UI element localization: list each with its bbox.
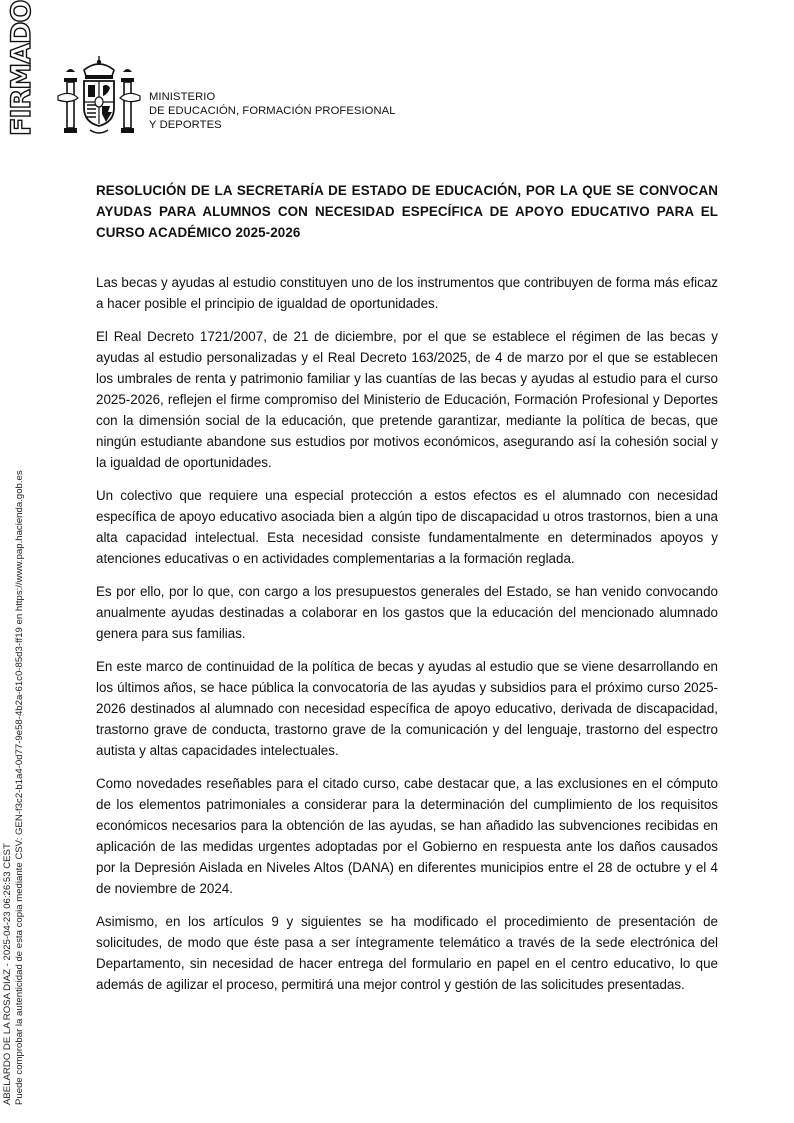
body-paragraph: Asimismo, en los artículos 9 y siguientes se ha modificado el procedimiento de presentación de solicitudes, de modo que éste pasa a ser íntegramente telemático a través de la sede electrónica del Departamento, sin necesidad de hacer entrega del formulario en papel en el centro educativo, lo que además de agilizar el proceso, permitirá una mejor control y gestión de las solicitudes presentadas. xyxy=(96,914,718,992)
ministry-line: MINISTERIO xyxy=(149,91,216,103)
firmado-stamp: FIRMADO xyxy=(6,0,37,136)
body-paragraph: Es por ello, por lo que, con cargo a los presupuestos generales del Estado, se han venido convocando anualmente ayudas destinadas a colaborar en los gastos que la educación del mencionado alumnado genera para sus familias. xyxy=(96,584,718,641)
body-paragraph: Como novedades reseñables para el citado curso, cabe destacar que, a las exclusiones en el cómputo de los elementos patrimoniales a considerar para la determinación del cumplimiento de los requisitos económicos necesarios para la obtención de las ayudas, se han añadido las subvenciones recibidas en aplicación de las medidas urgentes adoptadas por el Gobierno en respuesta ante los daños causados por la Depresión Aislada en Niveles Altos (DANA) en diferentes municipios entre el 28 de octubre y el 4 de noviembre de 2024. xyxy=(96,776,718,896)
document-title: RESOLUCIÓN DE LA SECRETARÍA DE ESTADO DE EDUCACIÓN, POR LA QUE SE CONVOCAN AYUDAS PARA ALUMNOS CON NECESIDAD ESPECÍFICA DE APOYO EDUCATIVO PARA EL CURSO ACADÉMICO 2025-2026 xyxy=(96,183,718,240)
ministry-name xyxy=(149,90,396,132)
body-paragraph: Un colectivo que requiere una especial protección a estos efectos es el alumnado con necesidad específica de apoyo educativo asociada bien a algún tipo de discapacidad u otros trastornos, bien a una alta capacidad intelectual. Esta necesidad consiste fundamentalmente en determinados apoyos y atenciones educativas o en actividades complementarias a la formación reglada. xyxy=(96,488,718,566)
body-paragraph: Las becas y ayudas al estudio constituyen uno de los instrumentos que contribuyen de forma más eficaz a hacer posible el principio de igualdad de oportunidades. xyxy=(96,275,718,311)
body-paragraph: En este marco de continuidad de la política de becas y ayudas al estudio que se viene desarrollando en los últimos años, se hace pública la convocatoria de las ayudas y subsidios para el próximo curso 2025-2026 destinados al alumnado con necesidad específica de apoyo educativo, derivada de discapacidad, trastorno grave de conducta, trastorno grave de la comunicación y del lenguaje, trastorno del espectro autista y altas capacidades intelectuales. xyxy=(96,659,718,758)
csv-verification-line: Puede comprobar la autenticidad de esta copia mediante CSV: GEN-f3c2-b1a4-0d77-9e58-4b2a-61c0-85d3-ff19 en https://www.pap.hacienda.gob.es xyxy=(14,470,25,1105)
document-body xyxy=(96,272,718,1007)
ministry-line: Y DEPORTES xyxy=(149,119,222,131)
body-paragraph: El Real Decreto 1721/2007, de 21 de diciembre, por el que se establece el régimen de las becas y ayudas al estudio personalizadas y el Real Decreto 163/2025, de 4 de marzo por el que se establecen los umbrales de renta y patrimonio familiar y las cuantías de las becas y ayudas al estudio para el curso 2025-2026, reflejen el firme compromiso del Ministerio de Educación, Formación Profesional y Deportes con la dimensión social de la educación, que pretende garantizar, mediante la política de becas, que ningún estudiante abandone sus estudios por motivos económicos, asegurando así la cohesión social y la igualdad de oportunidades. xyxy=(96,329,718,470)
signature-verification-strip xyxy=(2,470,26,1105)
ministry-line: DE EDUCACIÓN, FORMACIÓN PROFESIONAL xyxy=(149,105,396,117)
signature-line: ABELARDO DE LA ROSA DIAZ - 2025-04-23 06:26:53 CEST xyxy=(2,843,13,1105)
coat-of-arms-icon xyxy=(54,56,144,142)
